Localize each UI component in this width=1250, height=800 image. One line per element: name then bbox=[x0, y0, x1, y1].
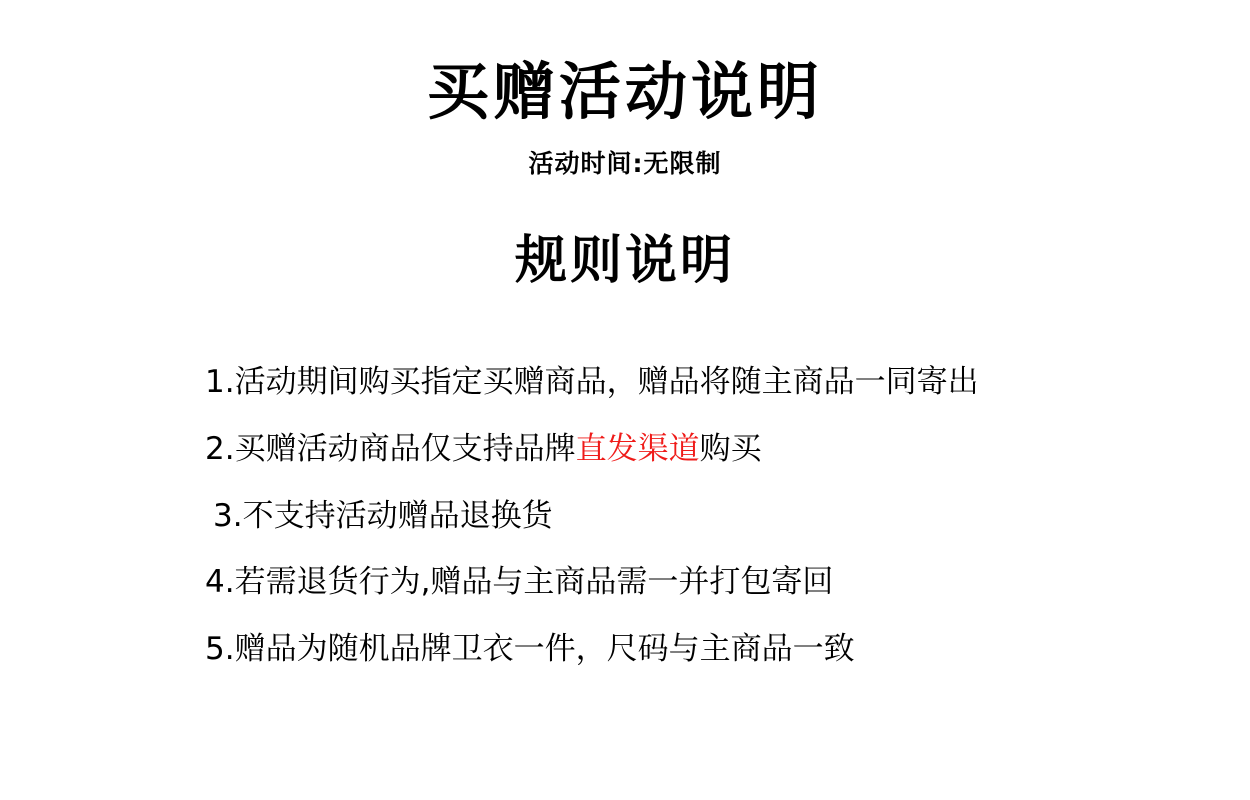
list-item bbox=[0, 535, 1250, 602]
rule-text: 若需退货行为,赠品与主商品需一并打包寄回 bbox=[234, 564, 834, 601]
rule-number: 4. bbox=[205, 564, 235, 601]
rule-number: 3. bbox=[213, 497, 243, 534]
rule-text: 活动期间购买指定买赠商品，赠品将随主商品一同寄出 bbox=[234, 364, 979, 401]
rule-text: 不支持活动赠品退换货 bbox=[242, 497, 553, 534]
page-title: 买赠活动说明 bbox=[426, 55, 823, 128]
rule-text: 买赠活动商品仅支持品牌 bbox=[234, 430, 576, 467]
list-item bbox=[0, 602, 1250, 669]
rule-number: 5. bbox=[205, 631, 235, 668]
rule-number: 1. bbox=[205, 364, 235, 401]
rule-text: 赠品为随机品牌卫衣一件，尺码与主商品一致 bbox=[234, 631, 855, 668]
rule-number: 2. bbox=[205, 430, 235, 467]
list-item bbox=[0, 469, 1250, 536]
list-item bbox=[0, 335, 1250, 402]
rule-text-tail: 购买 bbox=[699, 430, 762, 467]
activity-period-subtitle: 活动时间:无限制 bbox=[528, 149, 722, 179]
rule-text-highlight: 直发渠道 bbox=[575, 430, 700, 467]
rules-section-title: 规则说明 bbox=[514, 231, 735, 292]
rules-list bbox=[0, 293, 1250, 669]
list-item bbox=[0, 402, 1250, 469]
